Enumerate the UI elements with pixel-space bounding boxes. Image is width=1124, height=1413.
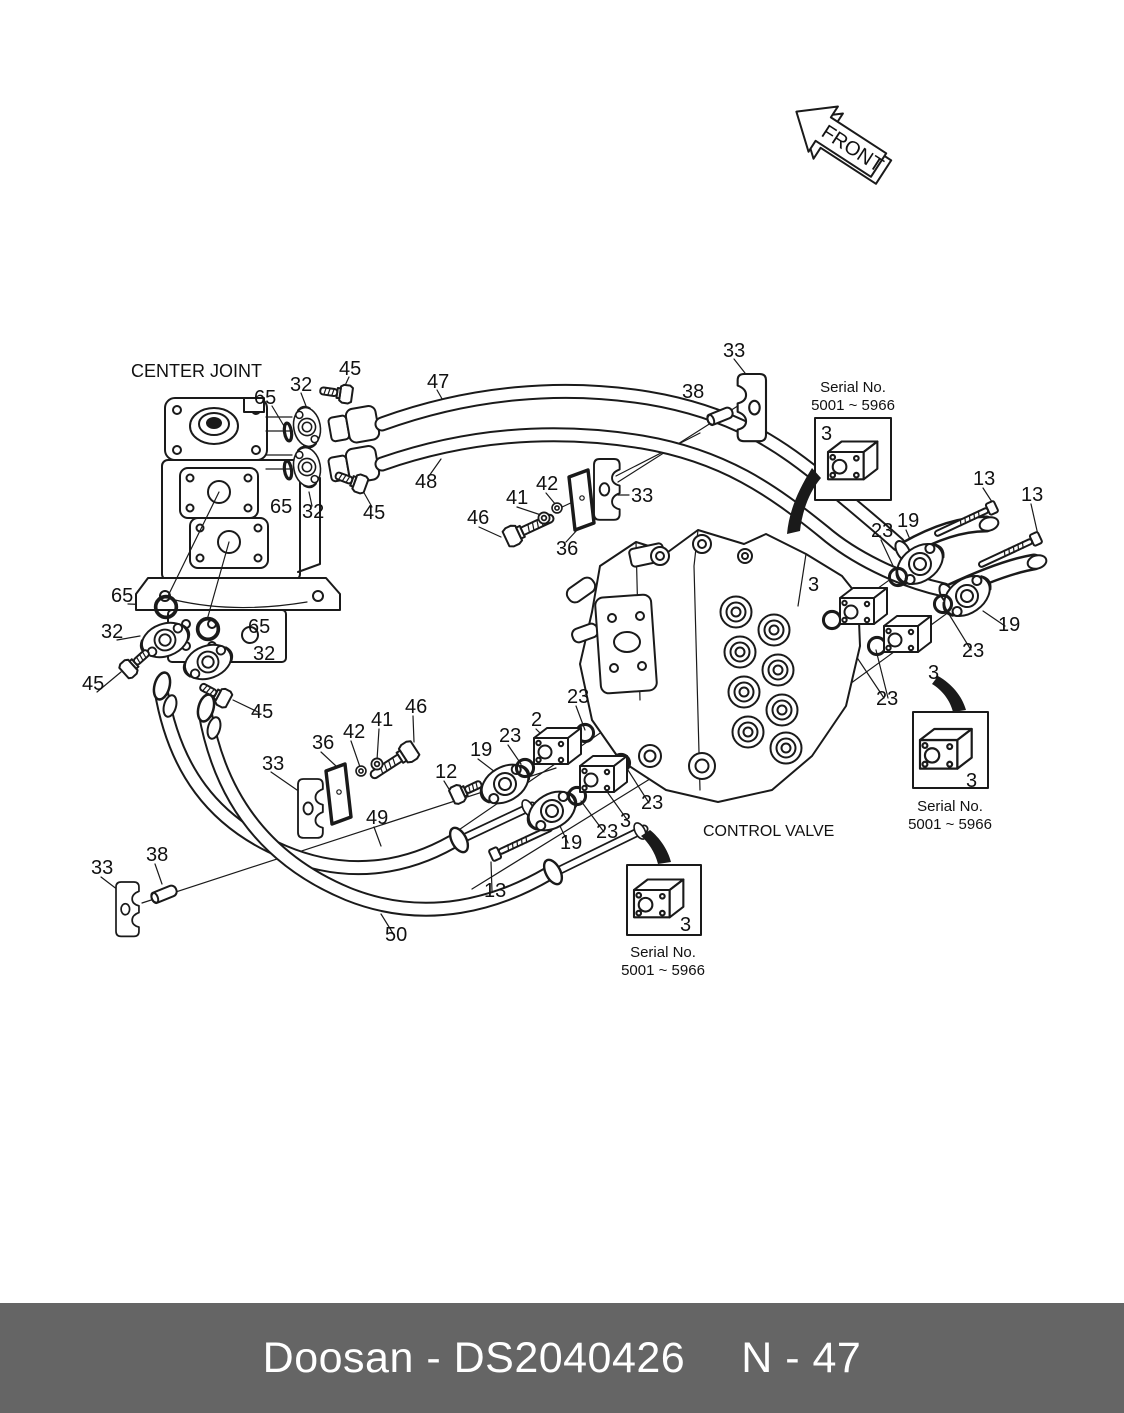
label-3: 3 xyxy=(620,810,632,832)
label-19: 19 xyxy=(897,510,920,532)
label-48: 48 xyxy=(415,471,438,493)
label-center-joint: CENTER JOINT xyxy=(131,361,263,381)
label-38: 38 xyxy=(146,844,169,866)
label-33: 33 xyxy=(262,753,285,775)
label-36: 36 xyxy=(312,732,335,754)
label-41: 41 xyxy=(371,709,394,731)
label-32: 32 xyxy=(290,374,313,396)
label-13: 13 xyxy=(973,468,996,490)
label-47: 47 xyxy=(427,371,450,393)
label-65: 65 xyxy=(111,585,134,607)
label-42: 42 xyxy=(343,721,366,743)
label-45: 45 xyxy=(82,673,105,695)
label-23: 23 xyxy=(499,725,522,747)
label-3: 3 xyxy=(821,423,833,445)
label-23: 23 xyxy=(962,640,985,662)
label-5001-5966: 5001 ~ 5966 xyxy=(811,397,895,414)
label-38: 38 xyxy=(682,381,705,403)
label-33: 33 xyxy=(631,485,654,507)
label-5001-5966: 5001 ~ 5966 xyxy=(908,816,992,833)
label-2: 2 xyxy=(531,709,543,731)
label-serial-no-: Serial No. xyxy=(917,798,983,815)
label-33: 33 xyxy=(723,340,746,362)
label-46: 46 xyxy=(405,696,428,718)
label-65: 65 xyxy=(248,616,271,638)
label-13: 13 xyxy=(484,880,507,902)
label-50: 50 xyxy=(385,924,408,946)
label-65: 65 xyxy=(254,387,277,409)
label-32: 32 xyxy=(302,501,325,523)
label-3: 3 xyxy=(680,914,692,936)
label-5001-5966: 5001 ~ 5966 xyxy=(621,962,705,979)
label-3: 3 xyxy=(928,662,940,684)
label-23: 23 xyxy=(596,821,619,843)
label-41: 41 xyxy=(506,487,529,509)
label-3: 3 xyxy=(966,770,978,792)
label-45: 45 xyxy=(339,358,362,380)
label-19: 19 xyxy=(470,739,493,761)
label-23: 23 xyxy=(871,520,894,542)
label-front: FRONT xyxy=(817,120,888,177)
label-3: 3 xyxy=(808,574,820,596)
label-42: 42 xyxy=(536,473,559,495)
label-serial-no-: Serial No. xyxy=(630,944,696,961)
label-65: 65 xyxy=(270,496,293,518)
label-32: 32 xyxy=(253,643,276,665)
label-19: 19 xyxy=(560,832,583,854)
footer-doc-id: Doosan - DS2040426 xyxy=(262,1333,686,1382)
label-49: 49 xyxy=(366,807,389,829)
label-19: 19 xyxy=(998,614,1021,636)
label-13: 13 xyxy=(1021,484,1044,506)
label-36: 36 xyxy=(556,538,579,560)
center-joint-hose-fittings xyxy=(283,382,380,495)
label-33: 33 xyxy=(91,857,114,879)
label-46: 46 xyxy=(467,507,490,529)
footer-page-number: N - 47 xyxy=(741,1333,862,1382)
label-45: 45 xyxy=(251,701,274,723)
label-23: 23 xyxy=(567,686,590,708)
label-23: 23 xyxy=(876,688,899,710)
label-12: 12 xyxy=(435,761,458,783)
footer-bar xyxy=(0,1303,1124,1413)
label-serial-no-: Serial No. xyxy=(820,379,886,396)
label-23: 23 xyxy=(641,792,664,814)
label-32: 32 xyxy=(101,621,124,643)
label-control-valve: CONTROL VALVE xyxy=(703,823,835,840)
label-45: 45 xyxy=(363,502,386,524)
